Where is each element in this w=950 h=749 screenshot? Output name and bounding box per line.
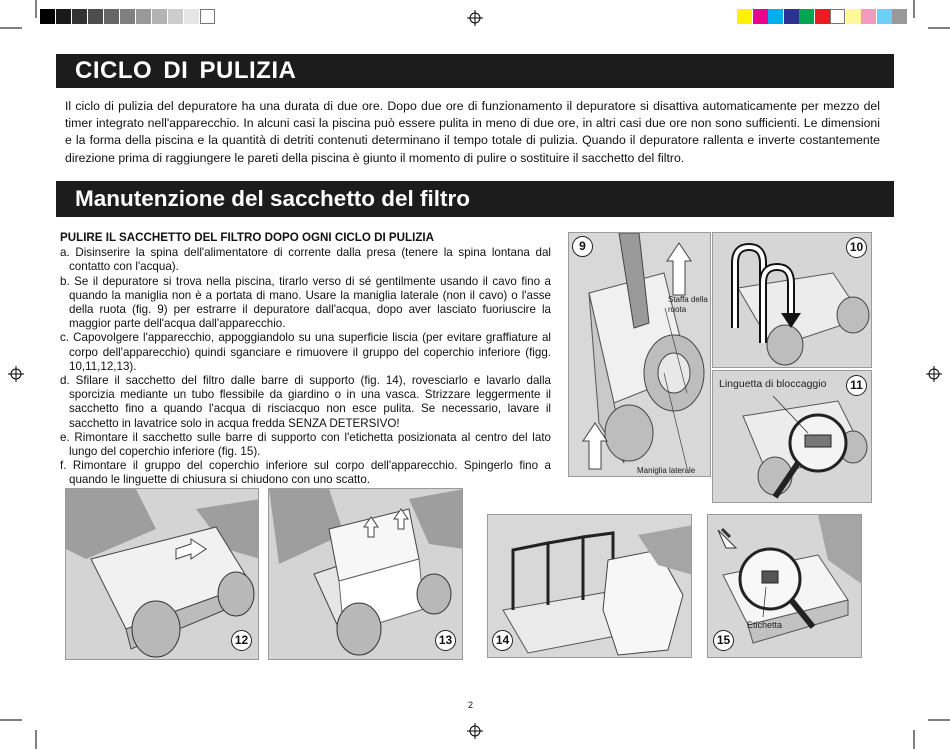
- figure-9: [568, 232, 711, 477]
- instruction-step-c: c. Capovolgere l'apparecchio, appoggiandolo su una superficie liscia (per evitare graffiature al corpo dell'apparecchio) quindi sganciare e rimuovere il gruppo del coperchio inferiore (figg. 10,11,12,13).: [60, 331, 551, 373]
- color-swatch: [40, 9, 55, 24]
- figure-11-label: Linguetta di bloccaggio: [719, 378, 827, 390]
- instruction-step-f: f. Rimontare il gruppo del coperchio inferiore sul corpo dell'apparecchio. Spingerlo fino a quando le linguette di chiusura si chiudono con uno scatto.: [60, 459, 551, 487]
- figure-12: [65, 488, 259, 660]
- figure-9-illustration: [569, 233, 711, 477]
- color-swatch: [88, 9, 103, 24]
- color-swatch: [168, 9, 183, 24]
- color-swatch: [104, 9, 119, 24]
- color-swatch: [846, 9, 861, 24]
- figure-14-number: 14: [492, 630, 513, 651]
- color-swatch: [753, 9, 768, 24]
- color-swatch: [200, 9, 215, 24]
- section1-paragraph: Il ciclo di pulizia del depuratore ha una durata di due ore. Dopo due ore di funzionamento il depuratore si disattiva automaticamente per mezzo del timer integrato nell'apparecchio. In alcuni casi la piscina può essere pulita in meno di due ore, in altri casi due ore non sono sufficienti. Le dimensioni e la forma della piscina e la quantità di detriti contenuti determinano il tempo totale di pulizia. Quando il depuratore rallenta e inverte costantemente direzione prima di raggiungere le pareti della piscina è giunto il momento di pulire o sostituire il sacchetto del filtro.: [65, 99, 880, 165]
- color-swatch: [892, 9, 907, 24]
- figure-12-number: 12: [231, 630, 252, 651]
- figure-13-illustration: [269, 489, 463, 660]
- section1-title: CICLO DI PULIZIA: [75, 57, 297, 84]
- color-swatch: [830, 9, 845, 24]
- color-swatch: [768, 9, 783, 24]
- instruction-heading: PULIRE IL SACCHETTO DEL FILTRO DOPO OGNI CICLO DI PULIZIA: [60, 231, 435, 244]
- instruction-step-e: e. Rimontare il sacchetto sulle barre di supporto con l'etichetta posizionata al centro del lato lungo del coperchio inferiore (fig. 15).: [60, 430, 551, 459]
- section-title-manutenzione: [56, 181, 894, 217]
- figure-10: [712, 232, 872, 368]
- figure-15-number: 15: [713, 630, 734, 651]
- figure-12-illustration: [66, 489, 259, 660]
- figure-10-number: 10: [846, 237, 867, 258]
- color-swatch: [877, 9, 892, 24]
- color-swatch: [784, 9, 799, 24]
- page-number: 2: [468, 700, 474, 710]
- instruction-step-b: b. Se il depuratore si trova nella piscina, tirarlo verso di sé gentilmente usando il cavo fino a quando la maniglia non è a portata di mano. Usare la maniglia laterale (non il cavo) o l'asse della ruota (fig. 9) per estrarre il depuratore dall'acqua, dopo aver lasciato fuoriuscire la maggior parte dell'acqua dall'apparecchio.: [60, 274, 551, 331]
- instruction-step-d: d. Sfilare il sacchetto del filtro dalle barre di supporto (fig. 14), rovesciarlo e lavarlo dalla sporcizia mediante un tubo flessibile da giardino o in una vasca. Strizzare leggermente il sacchetto fino a quando l'acqua di risciacquo non esce pulita. Se necessario, lavare il sacchetto in lavatrice solo in acqua fredda SENZA DETERSIVO!: [60, 374, 551, 430]
- color-swatch: [861, 9, 876, 24]
- figure-15-label: Etichetta: [747, 620, 783, 630]
- color-swatch: [799, 9, 814, 24]
- color-swatch: [56, 9, 71, 24]
- figure-9-number: 9: [572, 236, 593, 257]
- color-swatch: [72, 9, 87, 24]
- color-swatch: [136, 9, 151, 24]
- figure-13: [268, 488, 463, 660]
- figure-14: [487, 514, 692, 658]
- figure-11: [712, 370, 872, 503]
- figure-14-illustration: [488, 515, 692, 658]
- figure-9-label-maniglia: Maniglia laterale: [637, 466, 696, 475]
- figure-15: [707, 514, 862, 658]
- color-swatch: [737, 9, 752, 24]
- section-title-ciclo: [56, 54, 894, 88]
- color-swatch: [120, 9, 135, 24]
- color-swatch: [184, 9, 199, 24]
- figure-13-number: 13: [435, 630, 456, 651]
- color-swatch: [152, 9, 167, 24]
- figure-9-label-staffa: Staffa della ruota: [668, 295, 708, 314]
- section2-title: Manutenzione del sacchetto del filtro: [75, 186, 471, 211]
- figure-11-number: 11: [846, 375, 867, 396]
- color-swatch: [815, 9, 830, 24]
- instruction-list: [60, 231, 551, 488]
- instruction-step-a: a. Disinserire la spina dell'alimentatore di corrente dalla presa (tenere la spina lontana dal contatto con l'acqua).: [60, 246, 551, 274]
